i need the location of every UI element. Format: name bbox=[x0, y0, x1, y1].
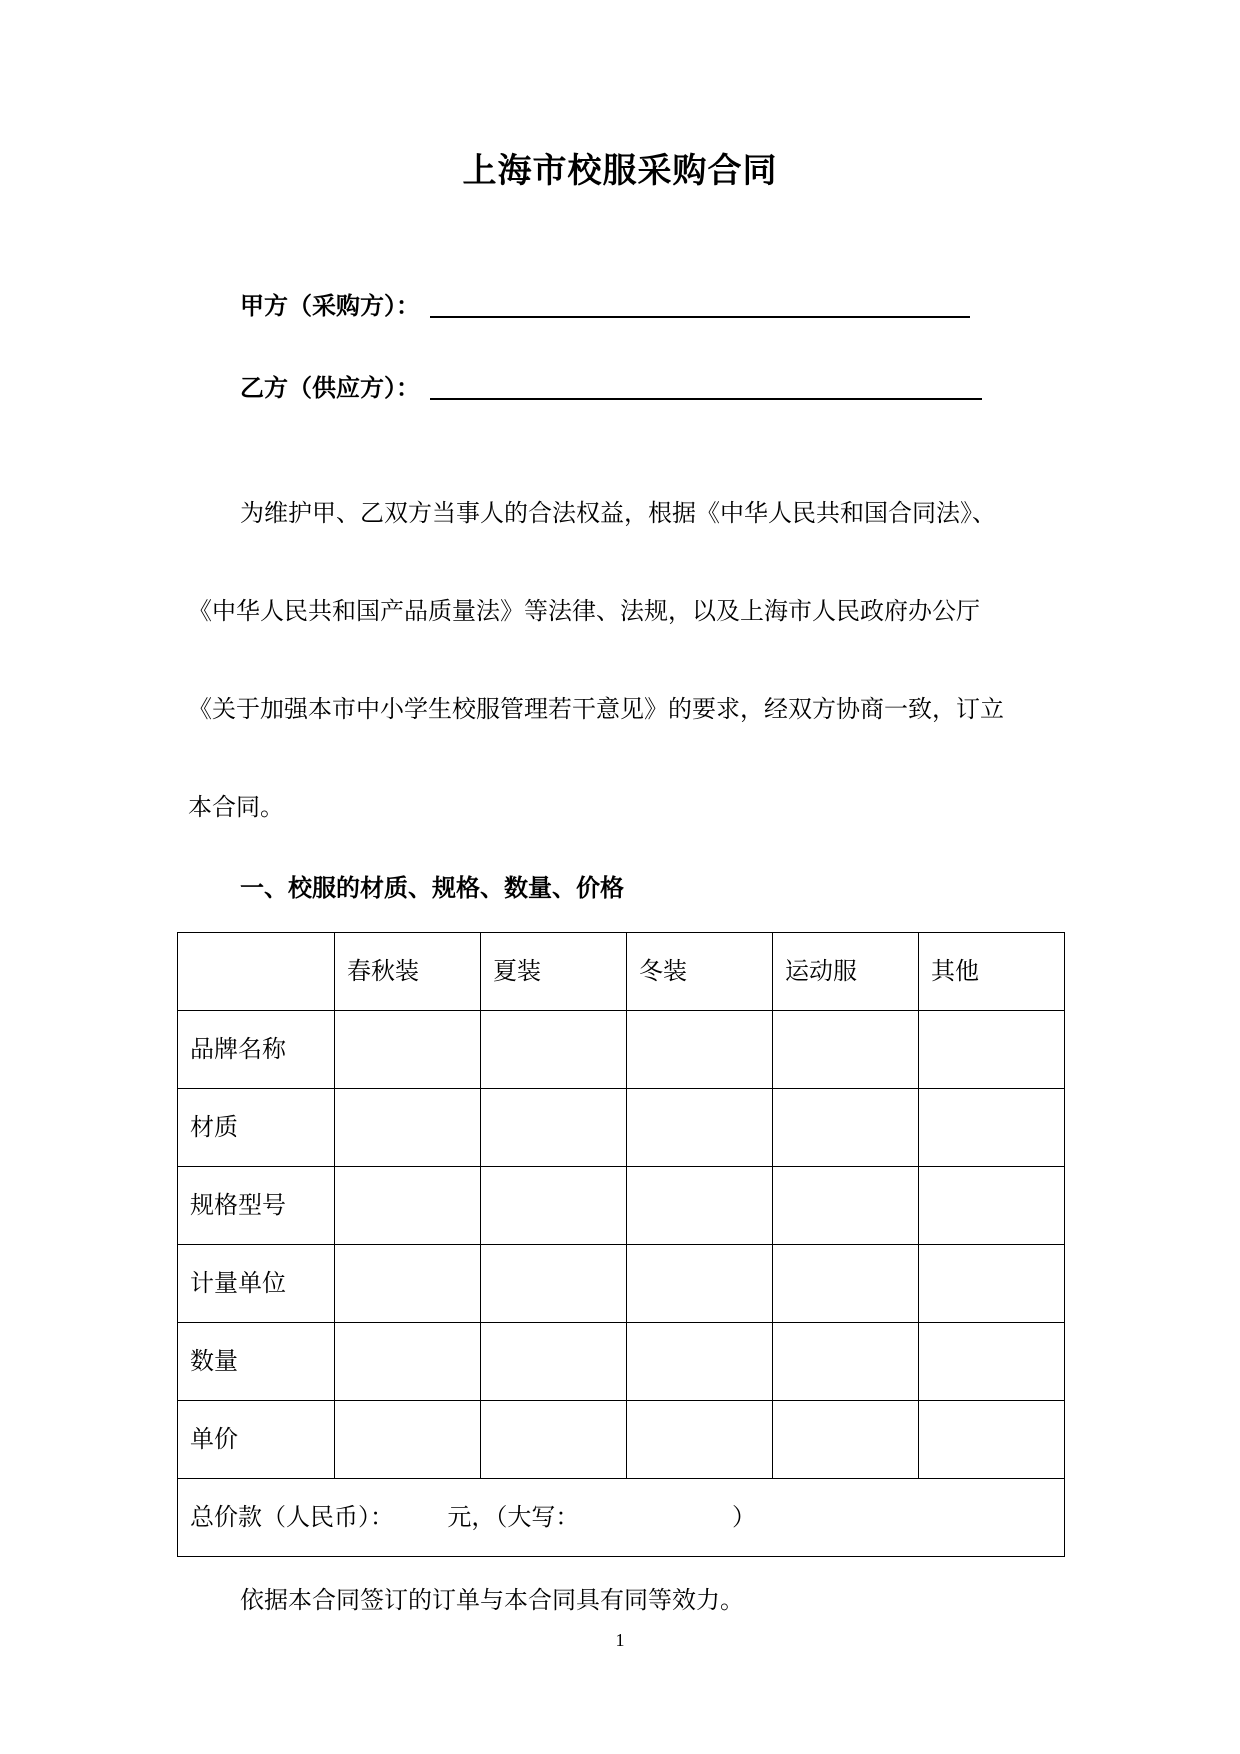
row-label: 数量 bbox=[178, 1323, 335, 1401]
preamble-line-2: 《中华人民共和国产品质量法》等法律、法规，以及上海市人民政府办公厅 bbox=[188, 597, 980, 625]
table-cell[interactable] bbox=[481, 1167, 627, 1245]
table-row bbox=[178, 1245, 1065, 1323]
table-cell[interactable] bbox=[481, 1245, 627, 1323]
table-cell[interactable] bbox=[773, 1089, 919, 1167]
table-cell[interactable] bbox=[627, 1401, 773, 1479]
table-row bbox=[178, 1167, 1065, 1245]
table-cell[interactable] bbox=[919, 1011, 1065, 1089]
table-cell[interactable] bbox=[481, 1011, 627, 1089]
table-header-cell: 运动服 bbox=[773, 933, 919, 1011]
table-cell[interactable] bbox=[919, 1401, 1065, 1479]
table-header-row bbox=[178, 933, 1065, 1011]
section-1-heading: 一、校服的材质、规格、数量、价格 bbox=[240, 874, 624, 902]
table-header-cell bbox=[178, 933, 335, 1011]
row-label: 规格型号 bbox=[178, 1167, 335, 1245]
preamble-line-3: 《关于加强本市中小学生校服管理若干意见》的要求，经双方协商一致，订立 bbox=[188, 695, 1004, 723]
table-cell[interactable] bbox=[919, 1245, 1065, 1323]
table-row bbox=[178, 1089, 1065, 1167]
party-b-label: 乙方（供应方）： bbox=[240, 374, 420, 402]
party-a-blank[interactable] bbox=[430, 290, 970, 318]
total-price-row bbox=[178, 1479, 1065, 1557]
table-cell[interactable] bbox=[335, 1323, 481, 1401]
table-cell[interactable] bbox=[773, 1167, 919, 1245]
table-cell[interactable] bbox=[773, 1245, 919, 1323]
table-cell[interactable] bbox=[627, 1323, 773, 1401]
table-cell[interactable] bbox=[335, 1011, 481, 1089]
row-label: 单价 bbox=[178, 1401, 335, 1479]
table-cell[interactable] bbox=[627, 1245, 773, 1323]
table-cell[interactable] bbox=[919, 1323, 1065, 1401]
table-cell[interactable] bbox=[919, 1089, 1065, 1167]
table-cell[interactable] bbox=[335, 1089, 481, 1167]
table-row bbox=[178, 1401, 1065, 1479]
table-cell[interactable] bbox=[919, 1167, 1065, 1245]
table-cell[interactable] bbox=[481, 1089, 627, 1167]
party-b-line bbox=[240, 368, 982, 403]
preamble-line-4: 本合同。 bbox=[188, 793, 284, 821]
table-header-cell: 春秋装 bbox=[335, 933, 481, 1011]
table-cell[interactable] bbox=[773, 1011, 919, 1089]
table-row bbox=[178, 1011, 1065, 1089]
table-header-cell: 冬装 bbox=[627, 933, 773, 1011]
uniform-spec-table bbox=[177, 932, 1065, 1557]
table-cell[interactable] bbox=[481, 1323, 627, 1401]
party-b-blank[interactable] bbox=[430, 372, 982, 400]
table-cell[interactable] bbox=[335, 1245, 481, 1323]
table-cell[interactable] bbox=[335, 1167, 481, 1245]
table-cell[interactable] bbox=[627, 1167, 773, 1245]
party-a-line bbox=[240, 286, 970, 321]
row-label: 计量单位 bbox=[178, 1245, 335, 1323]
table-cell[interactable] bbox=[773, 1323, 919, 1401]
table-cell[interactable] bbox=[481, 1401, 627, 1479]
table-cell[interactable] bbox=[627, 1011, 773, 1089]
table-cell[interactable] bbox=[773, 1401, 919, 1479]
table-cell[interactable] bbox=[335, 1401, 481, 1479]
order-validity-note: 依据本合同签订的订单与本合同具有同等效力。 bbox=[240, 1586, 744, 1614]
document-title: 上海市校服采购合同 bbox=[462, 151, 778, 191]
row-label: 品牌名称 bbox=[178, 1011, 335, 1089]
preamble-line-1: 为维护甲、乙双方当事人的合法权益，根据《中华人民共和国合同法》、 bbox=[240, 499, 996, 527]
table-row bbox=[178, 1323, 1065, 1401]
table-header-cell: 其他 bbox=[919, 933, 1065, 1011]
row-label: 材质 bbox=[178, 1089, 335, 1167]
table-cell[interactable] bbox=[627, 1089, 773, 1167]
page-number: 1 bbox=[615, 1630, 625, 1650]
table-header-cell: 夏装 bbox=[481, 933, 627, 1011]
party-a-label: 甲方（采购方）： bbox=[240, 292, 420, 320]
total-price-cell[interactable]: 总价款（人民币）： 元，（大写： ） bbox=[178, 1479, 1065, 1557]
